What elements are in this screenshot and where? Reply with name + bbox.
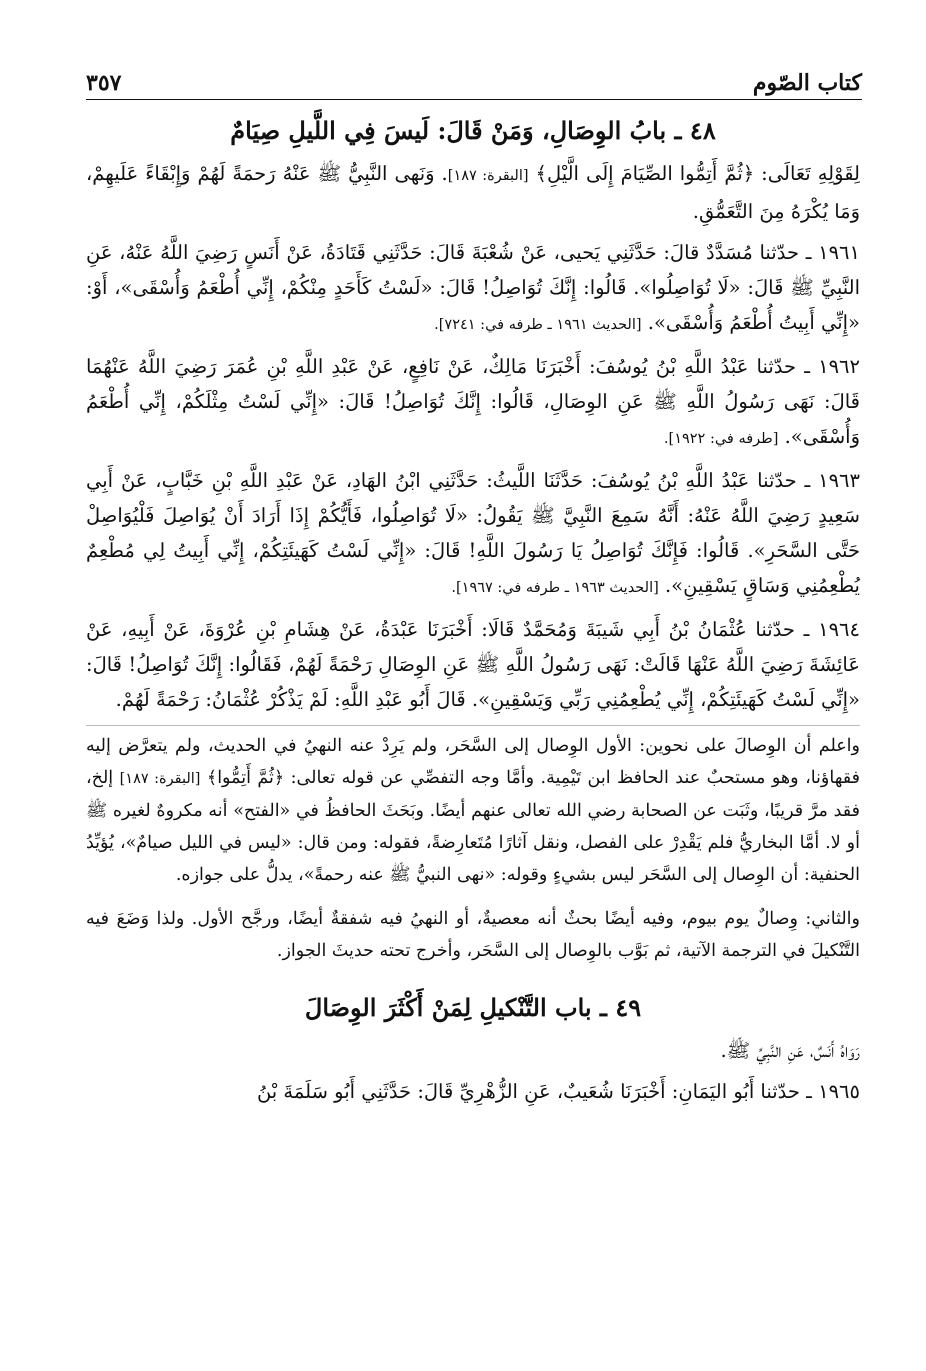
hadith-1964: ١٩٦٤ ـ حدّثنا عُثْمَانُ بْنُ أَبِي شَيبَةَ وَمُحَمَّدٌ قَالَا: أَخْبَرَنَا عَبْدَةُ، عَنْ هِشَامِ بْنِ عُرْوَةَ، عَنْ أَبِيهِ، عَنْ عَائِشَةَ رَضِيَ اللَّهُ عَنْهَا قَالَتْ: نَهَى رَسُولُ اللَّهِ ﷺ عَنِ الوِصَالِ رَحْمَةً لَهُمْ، فَقَالُوا: إِنَّكَ تُوَاصِلُ! قَالَ: «إِنِّي لَسْتُ كَهَيئَتِكُمْ، إِنِّي يُطْعِمُنِي رَبِّي وَيَسْقِينِ». قَالَ أَبُو عَبْدِ اللَّهِ: لَمْ يَذْكُرْ عُثْمَانُ: رَحْمَةً لَهُمْ.	[86, 618, 860, 711]
book-title: كتاب الصّوم	[752, 70, 862, 96]
hadith-1965: ١٩٦٥ ـ حدّثنا أَبُو اليَمَانِ: أَخْبَرَنَا شُعَيبٌ، عَنِ الزُّهْرِيِّ قَالَ: حَدَّثَنِي أَبُو سَلَمَةَ بْنُ	[256, 1080, 860, 1103]
chapter-48-intro	[86, 156, 860, 229]
hadith-1962-text: ١٩٦٢ ـ حدّثنا عَبْدُ اللَّهِ بْنُ يُوسُفَ: أَخْبَرَنَا مَالِكٌ، عَنْ نَافِعٍ، عَنْ عَبْدِ اللَّهِ بْنِ عُمَرَ رَضِيَ اللَّهُ عَنْهُمَا قَالَ: نَهَى رَسُولُ اللَّهِ ﷺ عَنِ الوِصَالِ، قَالُوا: إِنَّكَ تُوَاصِلُ! قَالَ: «إِنِّي لَسْتُ مِثْلَكُمْ، إِنِّي أُطْعَمُ وَأُسْقَى».	[86, 355, 860, 448]
running-head	[86, 62, 862, 96]
chapter-48-intro-part1: لِقَوْلِهِ تَعَالَى: ﴿ثُمَّ أَتِمُّوا الصِّيَامَ إِلَى الَّيْلِ﴾	[528, 162, 860, 185]
hadith-1963-text: ١٩٦٣ ـ حدّثنا عَبْدُ اللَّهِ بْنُ يُوسُفَ: حَدَّثَنَا اللَّيثُ: حَدَّثَنِي ابْنُ الهَادِ، عَنْ عَبْدِ اللَّهِ بْنِ خَبَّابٍ، عَنْ أَبِي سَعِيدٍ رَضِيَ اللَّهُ عَنْهُ: أَنَّهُ سَمِعَ النَّبِيَّ ﷺ يَقُولُ: «لَا تُوَاصِلُوا، فَأَيُّكُمْ إِذَا أَرَادَ أَنْ يُوَاصِلَ فَلْيُوَاصِلْ حَتَّى السَّحَرِ». قَالُوا: فَإِنَّكَ تُوَاصِلُ يَا رَسُولَ اللَّهِ! قَالَ: «إِنِّي لَسْتُ كَهَيئَتِكُمْ، إِنِّي أَبِيتُ لِي مُطْعِمٌ يُطْعِمُنِي وَسَاقٍ يَسْقِينِ».	[86, 469, 860, 597]
hadith-1963-ref: [الحديث ١٩٦٣ ـ طرفه في: ١٩٦٧].	[451, 580, 659, 596]
hadith-1963	[86, 463, 860, 606]
page-number: ٣٥٧	[86, 70, 122, 96]
commentary-paragraph-2: والثاني: وِصالٌ يوم بيوم، وفيه أيضًا بحثٌ أنه معصيةٌ، أو النهيُ فيه شفقةٌ أيضًا، ورجَّح الأول. ولذا وَضَعَ فيه التَّنْكيلَ في الترجمة الآتية، ثم بَوَّب بالوِصال إلى السَّحَر، وأخرج تحته حديثَ الجواز.	[86, 909, 860, 961]
chapter-49-title: ٤٩ ـ باب التَّنْكيلِ لِمَنْ أَكْثَرَ الوِصَالَ	[304, 993, 642, 1022]
chapter-48-intro-part2: . وَنَهى النَّبِيُّ ﷺ عَنْهُ رَحمَةً لَهُمْ وَإِبْقَاءً عَلَيهِمْ، وَمَا يُكْرَهُ مِنَ التَّعَمُّقِ.	[86, 162, 860, 223]
hadith-1961-ref: [الحديث ١٩٦١ ـ طرفه في: ٧٢٤١].	[434, 317, 642, 333]
hadith-1961-text: ١٩٦١ ـ حدّثنا مُسَدَّدٌ قالَ: حَدَّثَنِي يَحيى، عَنْ شُعْبَةَ قَالَ: حَدَّثَنِي قَتَادَةُ، عَنْ أَنَسٍ رَضِيَ اللَّهُ عَنْهُ، عَنِ النَّبِيِّ ﷺ قَالَ: «لَا تُوَاصِلُوا». قَالُوا: إِنَّكَ تُوَاصِلُ! قَالَ: «لَسْتُ كَأَحَدٍ مِنْكُمْ، إِنِّي أُطْعَمُ وَأُسْقَى»، أَوْ: «إِنِّي أَبِيتُ أُطْعَمُ وَأُسْقَى».	[86, 241, 860, 334]
header-rule	[86, 99, 862, 100]
chapter-49-intro: رَوَاهُ أَنَسٌ، عَنِ النَّبِيِّ ﷺ.	[720, 1039, 860, 1062]
page-body	[86, 112, 860, 1109]
quran-reference: [البقرة: ١٨٧]	[447, 168, 529, 184]
commentary-paragraph-1	[86, 725, 860, 891]
hadith-1962	[86, 349, 860, 457]
commentary-quran-reference: [البقرة: ١٨٧]	[119, 771, 201, 787]
chapter-48-title: ٤٨ ـ بابُ الوِصَالِ، وَمَنْ قَالَ: لَيسَ فِي اللَّيلِ صِيَامٌ	[230, 116, 716, 145]
hadith-1961	[86, 235, 860, 343]
commentary-1-part2: إلخ، فقد مرَّ قريبًا، وثَبَت عن الصحابة رضي الله تعالى عنهم أيضًا. وبَحَثَ الحافظُ في «الفتح» أنه مكروهٌ لغيره ﷺ أو لا. أمَّا البخاريُّ فلم يَقْدِرْ على الفصل، ونقل آثارًا مُتَعارِضةً، فقوله: ومن قال: «ليس في الليل صيامٌ»، يُؤيِّدُ الحنفية: أن الوِصال إلى السَّحَر ليس بشيءٍ وقوله: «نهى النبيُّ ﷺ عنه رحمةً»، يدلُّ على جوازه.	[86, 768, 860, 885]
commentary-1-part1: واعلم أن الوِصالَ على نحوين: الأول الوِصال إلى السَّحَر، ولم يَرِدْ عنه النهيُ في الحديث، ولم يتعرَّض إليه فقهاؤنا، وهو مستحبٌ عند الحافظ ابن تَيْمِية. وأمَّا وجه التفصِّي عن قوله تعالى: ﴿ثُمَّ أَتِمُّوا﴾	[86, 736, 860, 788]
hadith-1962-ref: [طرفه في: ١٩٢٢].	[663, 431, 779, 447]
